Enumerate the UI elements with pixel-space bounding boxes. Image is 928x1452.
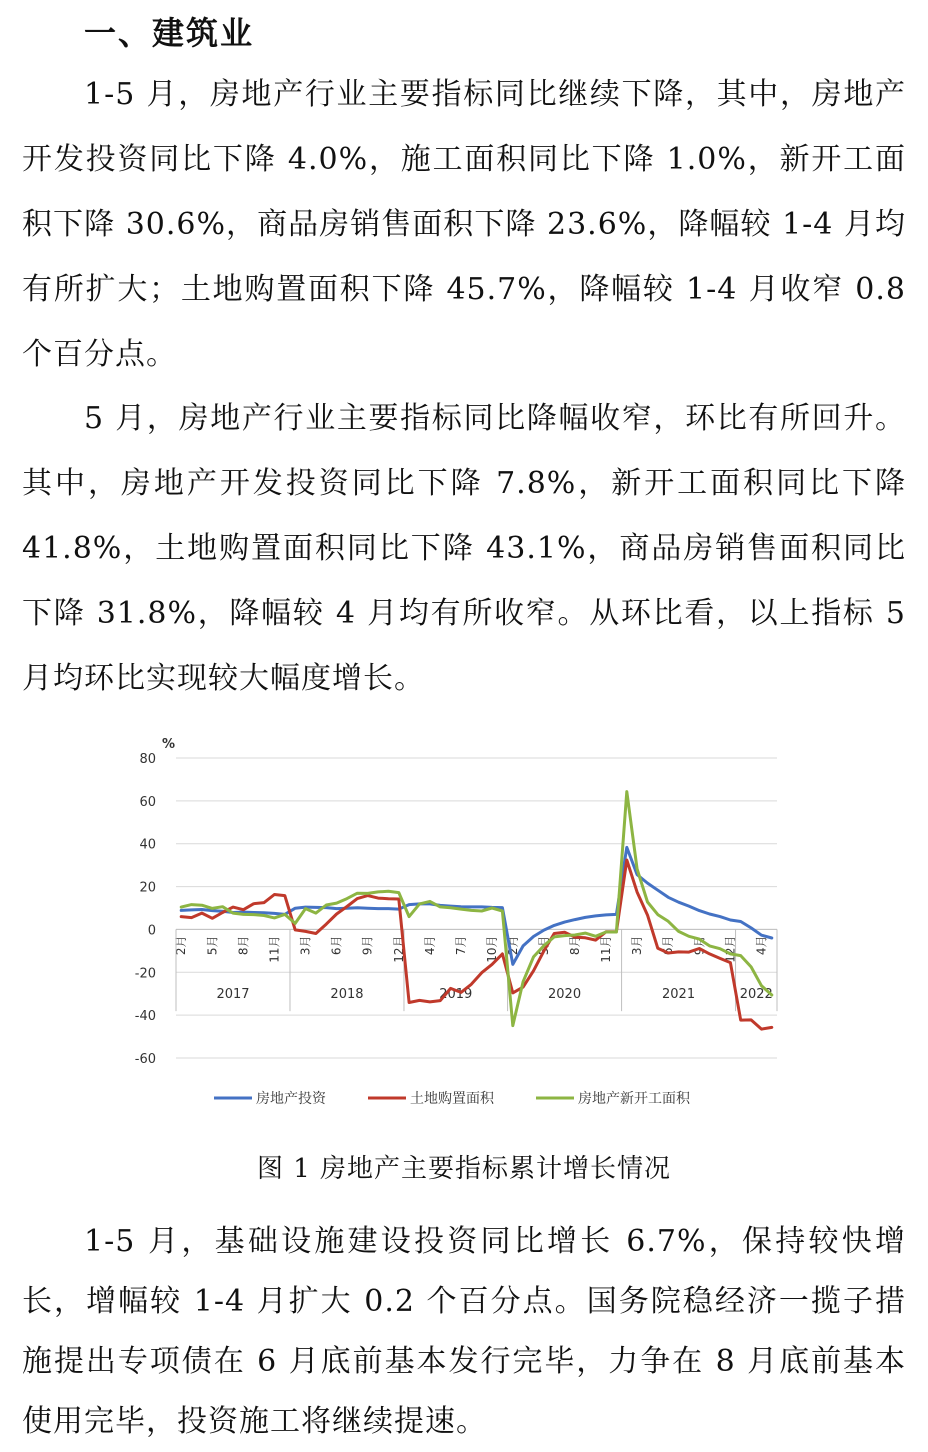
y-tick-label: -60 xyxy=(134,1052,156,1067)
legend-label: 房地产新开工面积 xyxy=(578,1091,690,1107)
x-tick-label: 5月 xyxy=(205,935,220,956)
x-tick-label: 4月 xyxy=(422,935,437,956)
x-tick-label: 11月 xyxy=(599,935,614,963)
real-estate-line-chart xyxy=(120,728,800,1118)
x-tick-label: 5月 xyxy=(536,935,551,956)
x-tick-label: 10月 xyxy=(485,935,500,963)
x-tick-label: 8月 xyxy=(236,935,251,956)
year-label: 2021 xyxy=(662,987,696,1002)
figure-caption: 图 1 房地产主要指标累计增长情况 xyxy=(256,1154,672,1184)
year-label: 2017 xyxy=(216,987,250,1002)
y-axis-unit-label: % xyxy=(162,737,176,752)
paragraph-may-indicators: 5 月，房地产行业主要指标同比降幅收窄，环比有所回升。其中，房地产开发投资同比下降 7.8%，新开工面积同比下降 41.8%，土地购置面积同比下降 43.1%，商品房销售面积同比下降 31.8%，降幅较 4 月均有所收窄。从环比看，以上指标 5 月均环比实现较大幅度增长。 xyxy=(22,401,906,696)
x-tick-label: 2月 xyxy=(505,935,520,956)
x-tick-label: 8月 xyxy=(567,935,582,956)
paragraph-infrastructure: 1-5 月，基础设施建设投资同比增长 6.7%，保持较快增长，增幅较 1-4 月扩大 0.2 个百分点。国务院稳经济一揽子措施提出专项债在 6 月底前基本发行完毕，力争在 8 月底前基本使用完毕，投资施工将继续提速。 xyxy=(22,1224,906,1439)
x-tick-label: 12月 xyxy=(723,935,738,963)
year-label: 2022 xyxy=(739,987,773,1002)
year-label: 2018 xyxy=(330,987,364,1002)
y-tick-label: 60 xyxy=(139,794,156,810)
legend-label: 土地购置面积 xyxy=(410,1091,494,1107)
x-tick-label: 9月 xyxy=(692,935,707,956)
x-tick-label: 2月 xyxy=(174,935,189,956)
x-tick-label: 9月 xyxy=(360,935,375,956)
x-tick-label: 11月 xyxy=(267,935,282,963)
paragraph-real-estate-summary: 1-5 月，房地产行业主要指标同比继续下降，其中，房地产开发投资同比下降 4.0%，施工面积同比下降 1.0%，新开工面积下降 30.6%，商品房销售面积下降 23.6%，降幅较 1-4 月均有所扩大；土地购置面积下降 45.7%，降幅较 1-4 月收窄 0.8 个百分点。 xyxy=(22,77,906,372)
y-tick-label: 20 xyxy=(139,880,156,896)
x-tick-label: 6月 xyxy=(329,935,344,956)
x-tick-label: 3月 xyxy=(630,935,645,956)
legend-label: 房地产投资 xyxy=(256,1091,326,1107)
x-tick-label: 12月 xyxy=(391,935,406,963)
y-tick-label: 80 xyxy=(139,752,156,767)
x-tick-label: 6月 xyxy=(661,935,676,956)
y-tick-label: 40 xyxy=(139,837,156,853)
y-tick-label: -40 xyxy=(134,1009,156,1025)
x-tick-label: 4月 xyxy=(754,935,769,956)
section-heading: 一、建筑业 xyxy=(84,14,255,52)
y-tick-label: -20 xyxy=(134,966,156,982)
y-tick-label: 0 xyxy=(147,923,156,939)
year-label: 2019 xyxy=(439,987,473,1002)
x-tick-label: 7月 xyxy=(453,935,468,956)
x-tick-label: 3月 xyxy=(298,935,313,956)
year-label: 2020 xyxy=(548,987,582,1002)
